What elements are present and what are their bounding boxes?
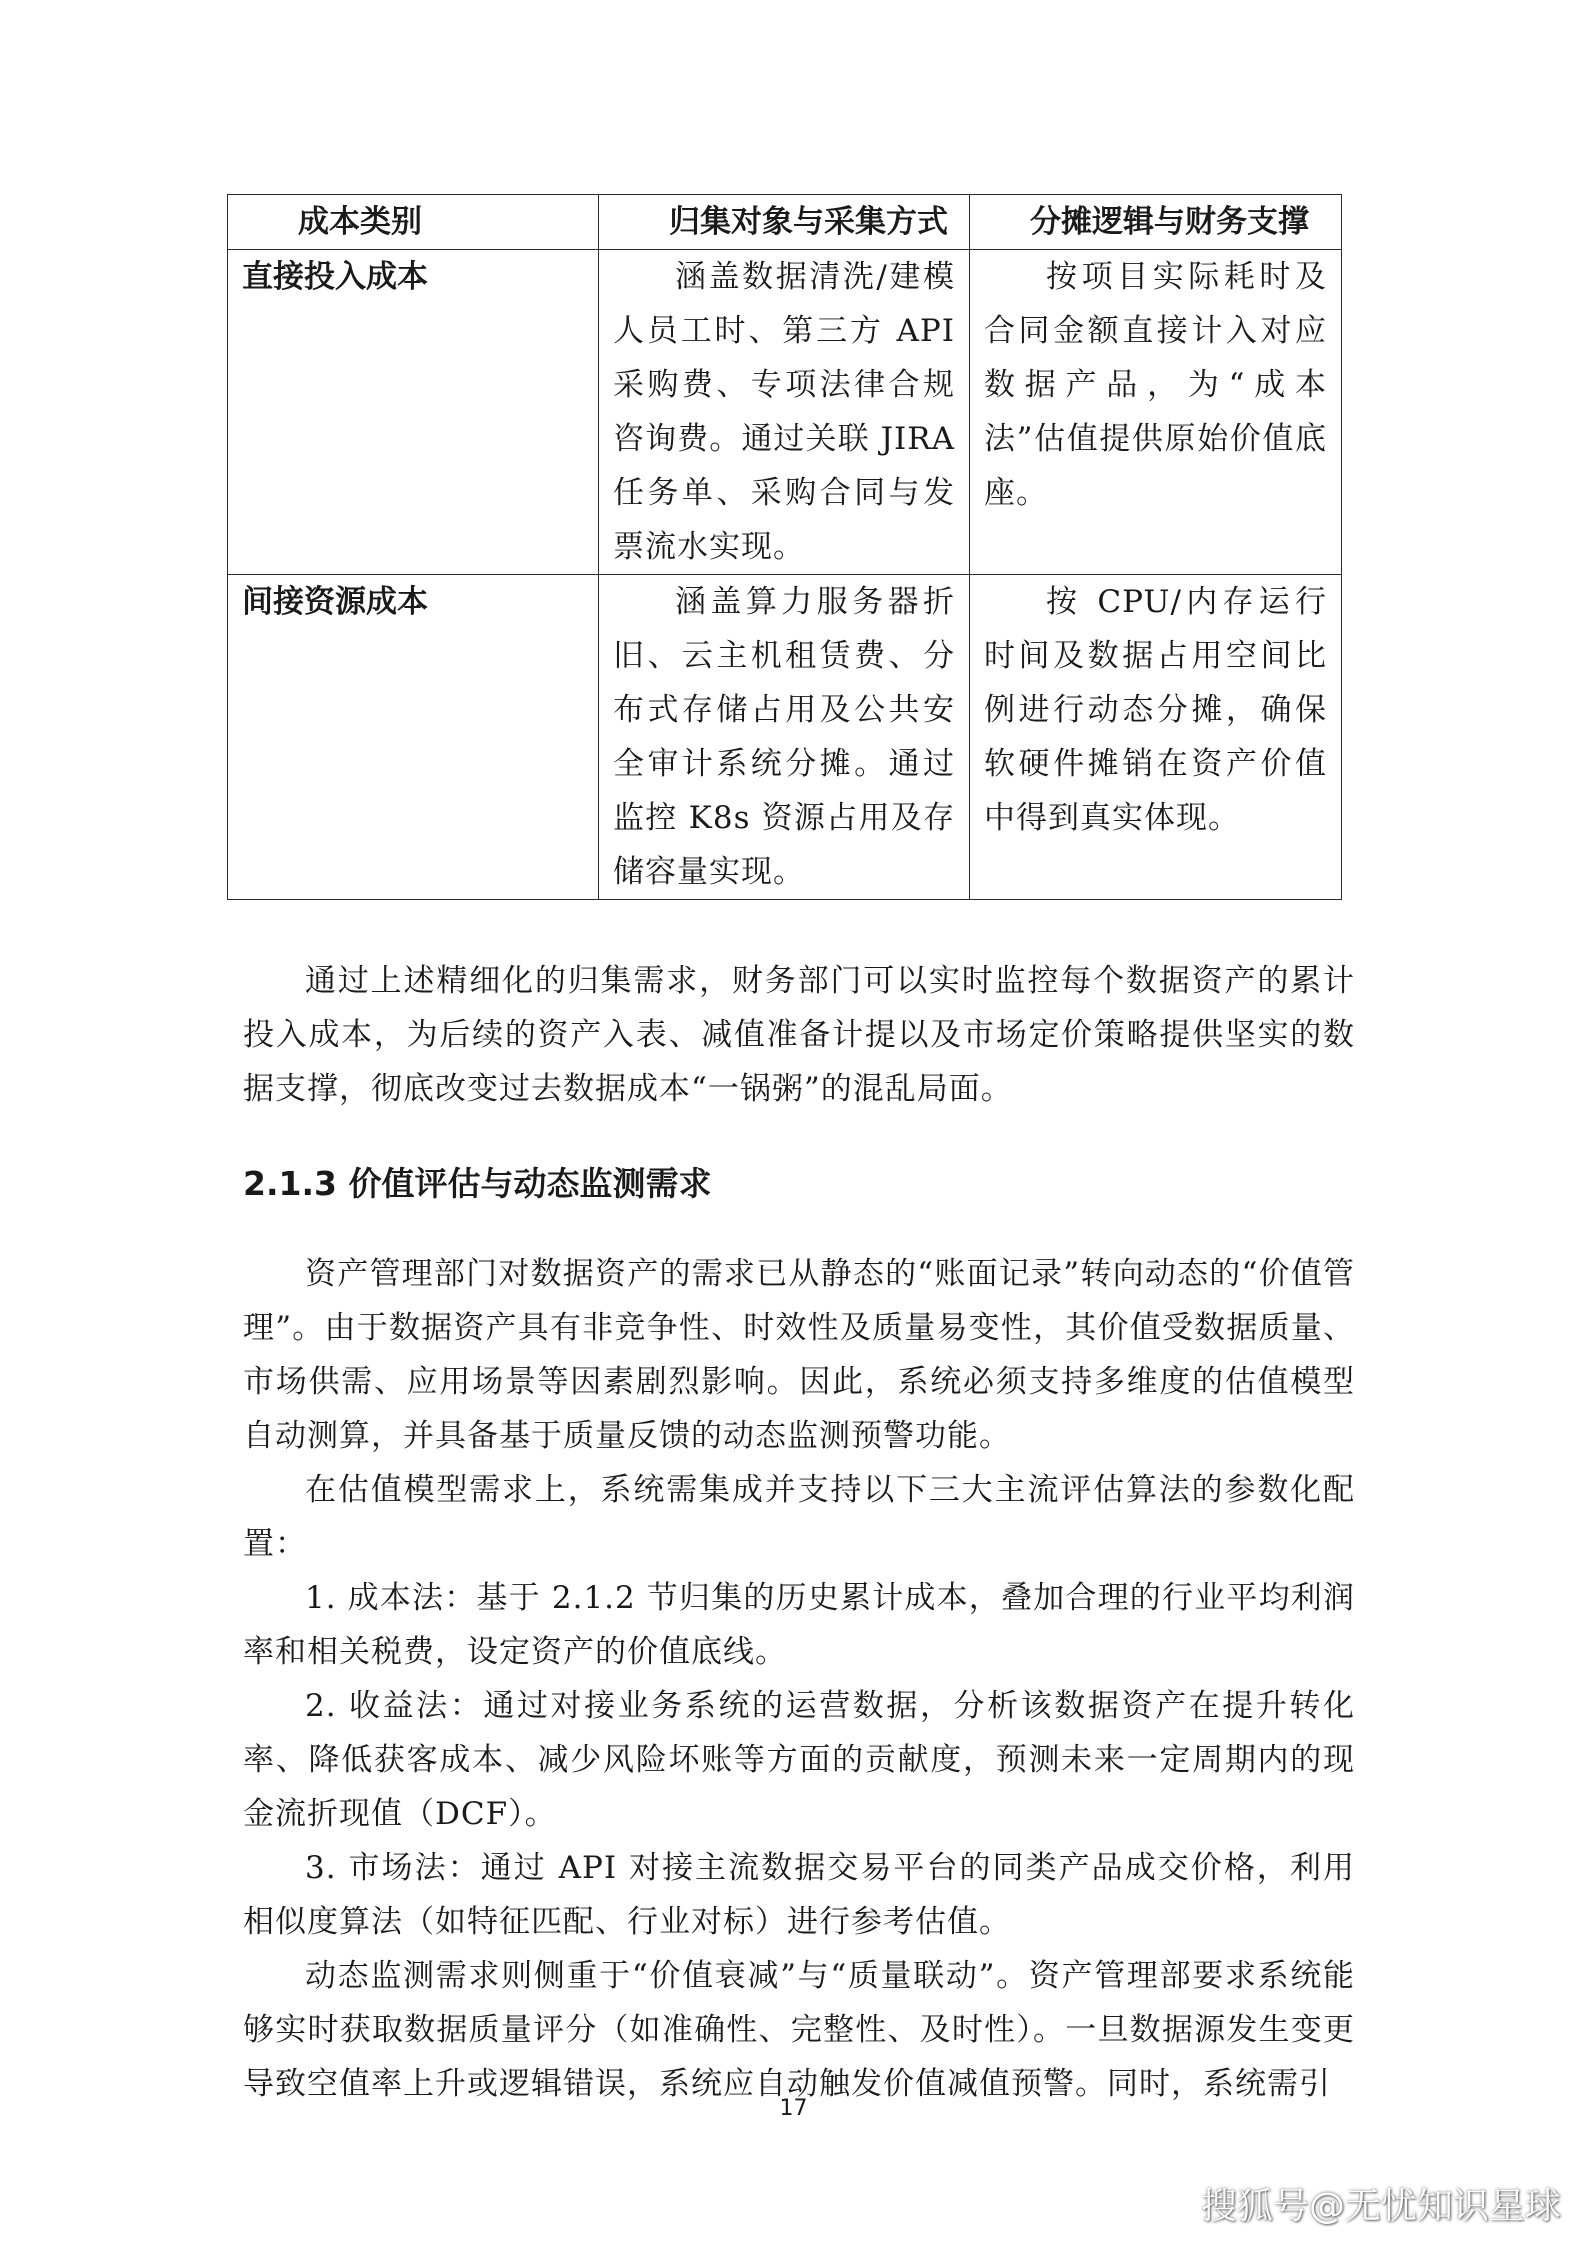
watermark: 搜狐号@无忧知识星球 — [1200, 2186, 1561, 2227]
table-row — [228, 250, 1342, 575]
paragraph: 通过上述精细化的归集需求，财务部门可以实时监控每个数据资产的累计投入成本，为后续的资产入表、减值准备计提以及市场定价策略提供坚实的数据支撑，彻底改变过去数据成本“一锅粥”的混乱局面。 — [243, 963, 1355, 1107]
cell-category: 直接投入成本 — [228, 250, 599, 575]
summary-paragraph-block — [243, 954, 1355, 1116]
header-collection-method: 归集对象与采集方式 — [599, 195, 970, 250]
cell-category: 间接资源成本 — [228, 575, 599, 900]
table-header-row — [228, 195, 1342, 250]
paragraph: 资产管理部门对数据资产的需求已从静态的“账面记录”转向动态的“价值管理”。由于数据资产具有非竞争性、时效性及质量易变性，其价值受数据质量、市场供需、应用场景等因素剧烈影响。因此，系统必须支持多维度的估值模型自动测算，并具备基于质量反馈的动态监测预警功能。 — [243, 1256, 1355, 1454]
page-number: 17 — [779, 2096, 808, 2121]
cell-allocation: 按项目实际耗时及合同金额直接计入对应数据产品，为“成本法”估值提供原始价值底座。 — [970, 250, 1342, 575]
paragraph: 动态监测需求则侧重于“价值衰减”与“质量联动”。资产管理部要求系统能够实时获取数据质量评分（如准确性、完整性、及时性）。一旦数据源发生变更导致空值率上升或逻辑错误，系统应自动触发价值减值预警。同时，系统需引 — [243, 1958, 1355, 2102]
list-item-cost-method: 1. 成本法：基于 2.1.2 节归集的历史累计成本，叠加合理的行业平均利润率和相关税费，设定资产的价值底线。 — [243, 1580, 1355, 1670]
table-row — [228, 575, 1342, 900]
header-cost-category: 成本类别 — [228, 195, 599, 250]
header-allocation-logic: 分摊逻辑与财务支撑 — [970, 195, 1342, 250]
section-heading: 2.1.3 价值评估与动态监测需求 — [243, 1164, 712, 1203]
cell-collection: 涵盖数据清洗/建模人员工时、第三方 API 采购费、专项法律合规咨询费。通过关联 JIRA 任务单、采购合同与发票流水实现。 — [599, 250, 970, 575]
section-body — [243, 1247, 1355, 2111]
list-item-income-method: 2. 收益法：通过对接业务系统的运营数据，分析该数据资产在提升转化率、降低获客成本、减少风险坏账等方面的贡献度，预测未来一定周期内的现金流折现值（DCF）。 — [243, 1688, 1355, 1832]
cost-category-table — [227, 194, 1342, 900]
list-item-market-method: 3. 市场法：通过 API 对接主流数据交易平台的同类产品成交价格，利用相似度算法（如特征匹配、行业对标）进行参考估值。 — [243, 1850, 1355, 1940]
cell-allocation: 按 CPU/内存运行时间及数据占用空间比例进行动态分摊，确保软硬件摊销在资产价值中得到真实体现。 — [970, 575, 1342, 900]
cell-collection: 涵盖算力服务器折旧、云主机租赁费、分布式存储占用及公共安全审计系统分摊。通过监控 K8s 资源占用及存储容量实现。 — [599, 575, 970, 900]
paragraph: 在估值模型需求上，系统需集成并支持以下三大主流评估算法的参数化配置： — [243, 1472, 1355, 1562]
